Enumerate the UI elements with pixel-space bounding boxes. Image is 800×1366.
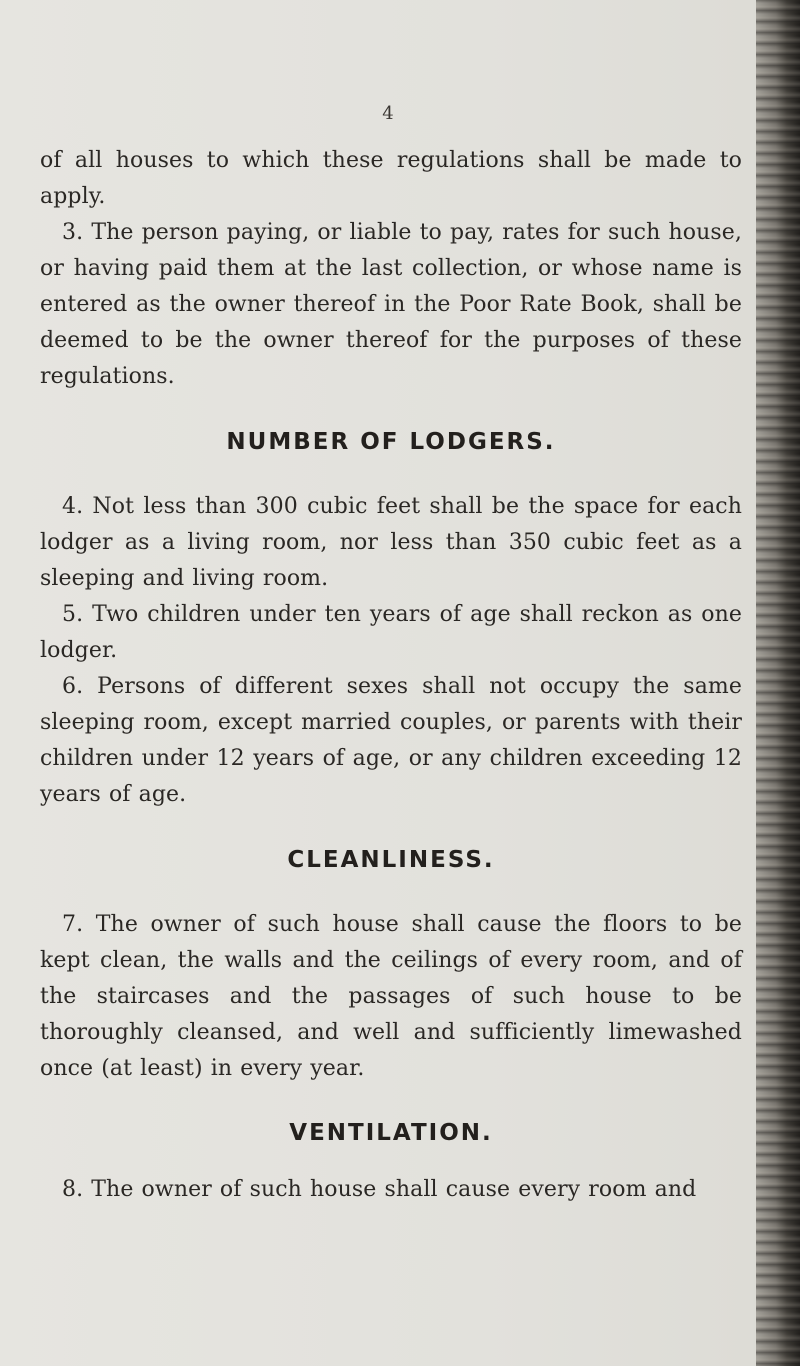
page-number: 4 — [382, 103, 394, 124]
paragraph-5: 5. Two children under ten years of age shall reckon as one lodger. — [40, 602, 742, 663]
paragraph-8: 8. The owner of such house shall cause every room and — [62, 1177, 697, 1202]
heading-ventilation: VENTILATION. — [289, 1120, 493, 1146]
heading-cleanliness: CLEANLINESS. — [287, 847, 495, 873]
paragraph-7: 7. The owner of such house shall cause the floors to be kept clean, the walls and the ceilings of every room, and of the staircases and the passages of such house to be thoroughly cleansed, and well and sufficiently limewashed once (at least) in every year. — [40, 912, 742, 1081]
paragraph-3: 3. The person paying, or liable to pay, rates for such house, or having paid them at the last collection, or whose name is entered as the owner thereof in the Poor Rate Book, shall be deemed to be the owner thereof for the purposes of these regulations. — [40, 220, 742, 389]
paragraph-6: 6. Persons of different sexes shall not occupy the same sleeping room, except married couples, or parents with their children under 12 years of age, or any children exceeding 12 years of age. — [40, 674, 742, 807]
paragraph-continued: of all houses to which these regulations shall be made to apply. — [40, 148, 742, 209]
body-text — [40, 143, 742, 1208]
book-binding-edge — [756, 0, 800, 1366]
paragraph-4: 4. Not less than 300 cubic feet shall be the space for each lodger as a living room, nor less than 350 cubic feet as a sleeping and living room. — [40, 494, 742, 591]
heading-number-of-lodgers: NUMBER OF LODGERS. — [226, 429, 556, 455]
